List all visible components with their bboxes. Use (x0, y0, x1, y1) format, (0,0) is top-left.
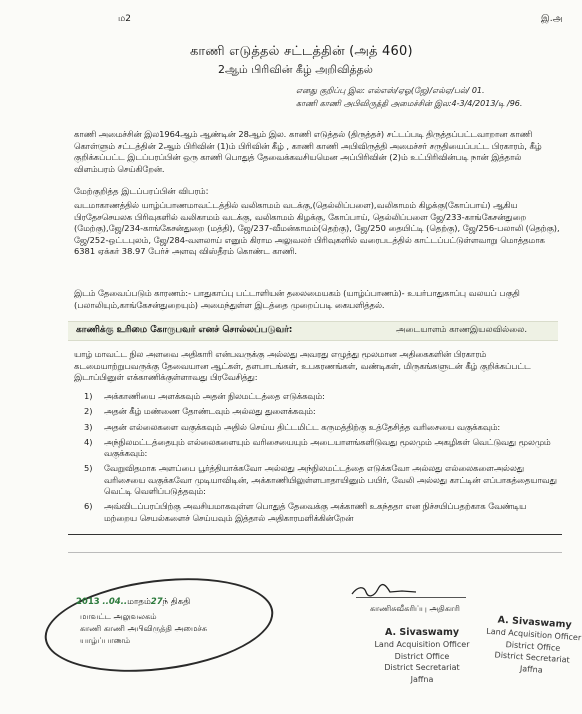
stamp-office: District Office (505, 639, 561, 653)
declaration-paragraph: காணி அமைச்சின் இல1964ஆம் ஆண்டின் 28ஆம் இல. காணி எடுத்தல் (திருத்தச்) சட்டப்படி திருத்தப்பட்டவாறான காணி கொள்ளும் சட்டத்தின் 2ஆம் பிரிவின் (1)ம் பிரிவின் கீழ் , காணி காணி அபிவிருத்தி அமைச்சர் சருதியைப்பட்ட பிரகாரம், கீழ் குறிக்கப்பட்ட இடப்பரப்பின் ஒரு காணி பொதுத் தேவைக்கவசியமென அப்பிரிவின் (2)ம் உட்பிரிவின்படி நான் இத்தால் விளம்பரம் செய்கிறேன். (74, 129, 542, 174)
list-item-number: 5) (84, 463, 93, 474)
notice-subtitle: 2ஆம் பிரிவின் கீழ் அறிவித்தல் (218, 63, 373, 76)
issue-date-line (76, 597, 190, 608)
authorization-paragraph: யாழ் மாவட்ட நில அளவை அதிகாரி என்பவருக்கு அல்லது அவரது எழுத்து மூலமான அதிகைகளின் பிரகாரம் கடமையாற்றுபவருக்கு தேவையான ஆட்கள், தளபாடங்கள், உபகரணங்கள், வண்டிகள், மிருகங்களுடன் கீழ் குறிக்கப்பட்ட இடாப்பினுள் எக்காணிக்குள்ளாவது பிரவேசித்து: (74, 349, 531, 383)
list-item-text: அதன் கீழ் மண்ணை தோண்டவும் அல்லது துளைக்கவும்: (104, 406, 316, 417)
date-year: 2013 (76, 597, 100, 607)
stamp-city: Jaffna (519, 663, 544, 675)
page-number: ம2 (118, 14, 131, 24)
list-item-number: 3) (84, 421, 93, 432)
list-item-number: 4) (84, 436, 93, 447)
stamp-designation: Land Acquisition Officer (486, 626, 582, 643)
list-item-number: 6) (84, 501, 93, 512)
notice-title: காணி எடுத்தல் சட்டத்தின் (அத் 460) (190, 44, 413, 59)
divider-line (68, 534, 562, 535)
schedule-heading: மேற்குறித்த இடப்பரப்பின் விபரம்: (74, 187, 209, 197)
reference-line-1: எனது குறிப்பு இல: எல்எஸ்/ஏஓ(ஜே)/எல்ஏ/பல்/ 01. (296, 86, 485, 95)
list-item (84, 422, 560, 433)
date-month-handwritten: ..04.. (102, 597, 128, 607)
date-day-handwritten: 27 (150, 597, 163, 607)
list-item (84, 406, 560, 417)
stamp-city: Jaffna (410, 674, 434, 684)
date-suffix: ந் திகதி (162, 597, 191, 607)
claimant-label: காணிக்கு உரிமை கோருபவர் எனச் சொல்லப்படுவர்: (76, 325, 293, 335)
issuer-office: மாவட்ட அலுவலகம் (80, 612, 157, 621)
list-item (84, 463, 560, 497)
purpose-paragraph: இடம் தேவைப்படும் காரணம்:- பாதுகாப்பு பட்டாளியன் தலைமையகம் (யாழ்ப்பாணம்)- உயர்பாதுகாப்பு வலயப் பகுதி (பலாலியும்,காங்கேசன்துறையும்) அமைந்துள்ள இடத்தை முறைப்படி கையளித்தல். (74, 288, 520, 310)
reference-line-2: காணி காணி அபிவிருத்தி அமைச்சின் இல:4-3/4/2013/டி /96. (296, 99, 523, 108)
list-item-text: அக்காணியை அளக்கவும் அதன் நிலமட்டத்தை எடுக்கவும்: (104, 391, 325, 401)
list-item (84, 391, 560, 402)
date-month-word: மாதம் (127, 597, 151, 607)
stamp-name: A. Sivaswamy (497, 614, 572, 631)
stamp-secretariat: District Secretariat (384, 663, 460, 672)
stamp-office: District Office (394, 651, 450, 661)
list-item-text: அதன் எல்லைகளை வகுக்கவும் அதில் செய்ய திட்டமிட்ட கருமத்திற்கு உத்தேசித்த வரிசையை வகுக்கவும்: (104, 421, 501, 432)
stamp-secretariat: District Secretariat (494, 650, 571, 665)
divider-line-faint (68, 552, 562, 553)
list-item-text: அந்நிலமட்டத்தையும் எல்லைகளையும் வரிசையையும் அடையாளங்களிடுவது மூலமும் அகழிகள் வெட்டுவது மூலமும் வகுக்கவும்: (104, 436, 551, 459)
list-item-number: 2) (84, 406, 93, 417)
list-item (84, 501, 560, 524)
issuer-city: யாழ்ப்பாணம் (80, 636, 131, 645)
official-stamp (372, 626, 472, 685)
list-item-number: 1) (84, 391, 93, 401)
list-item-text: வேறுவிதமாக அளப்பை பூர்த்தியாக்கவோ அல்லது அந்நிலமட்டத்தை எடுக்கவோ அல்லது எல்லைகளைஅல்லது வரிசையை வகுக்கவோ முடியாவிடின், அக்காணியிலுள்ளபாதாயினும் பயிர், வேலி அல்லது காட்டின் எப்பாகத்தையாவது வெட்டி வெளிப்படுத்தவும்: (104, 463, 557, 497)
signature-line (356, 597, 466, 598)
list-item-text: அவ்விடப்பரப்பிற்கு அவசியமாகவுள்ள பொதுத் தேவைக்கு அக்காணி உகந்ததா என நிச்சயிப்பதற்காக வேண்டிய மற்றைய செயல்களைச் செய்யவும் இத்தால் அதிகாரமளிக்கின்றேன் (104, 501, 527, 523)
stamp-name: A. Sivaswamy (384, 627, 460, 638)
list-item (84, 437, 560, 460)
stamp-designation: Land Acquisition Officer (374, 640, 470, 649)
claimant-value: அடையாளம் காணஇயலவில்லை. (396, 325, 528, 335)
issuer-ministry: காணி காணி அபிவிருத்தி அமைச்சு (80, 624, 208, 633)
land-description-paragraph: வடமாகாணத்தில் யாழ்ப்பாணமாவட்டத்தில் வலிகாமம் வடக்கு,(தெல்லிப்பளை),வலிகாமம் கிழக்கு(கோப்பாய்) ஆகிய பிரதேசசெயலக பிரிவுகளில் வலிகாமம் வடக்கு, வலிகாமம் கிழக்கு, கோப்பாய், தெல்லிப்பளை ஜே/233-காங்கேசன்துறை (மேற்கு),ஜே/234-காங்கேசன்துறை (மத்தி), ஜே/237-வீமன்காமம்(தெற்கு), ஜே/250 தையிட்டி (தெற்கு), ஜே/256-பலாலி (தெற்கு), ஜே/252-ஒட்டபுலம், ஜே/284-வளலாய் எனும் கிராம அலுவலர் பிரிவுகளில் வரைபடத்தில் காட்டப்பட்டுள்ளவாறு மொத்தமாக 6381 ஏக்கர் 38.97 பேர்ச் அளவு விஸ்தீரம் கொண்ட காணி. (74, 200, 560, 257)
official-stamp-duplicate (476, 612, 582, 679)
authorized-actions-list (84, 391, 560, 528)
corner-mark: இ.அ (541, 14, 563, 24)
signer-title: காணிசுவீகரிப்பு அதிகாரி (370, 604, 460, 613)
